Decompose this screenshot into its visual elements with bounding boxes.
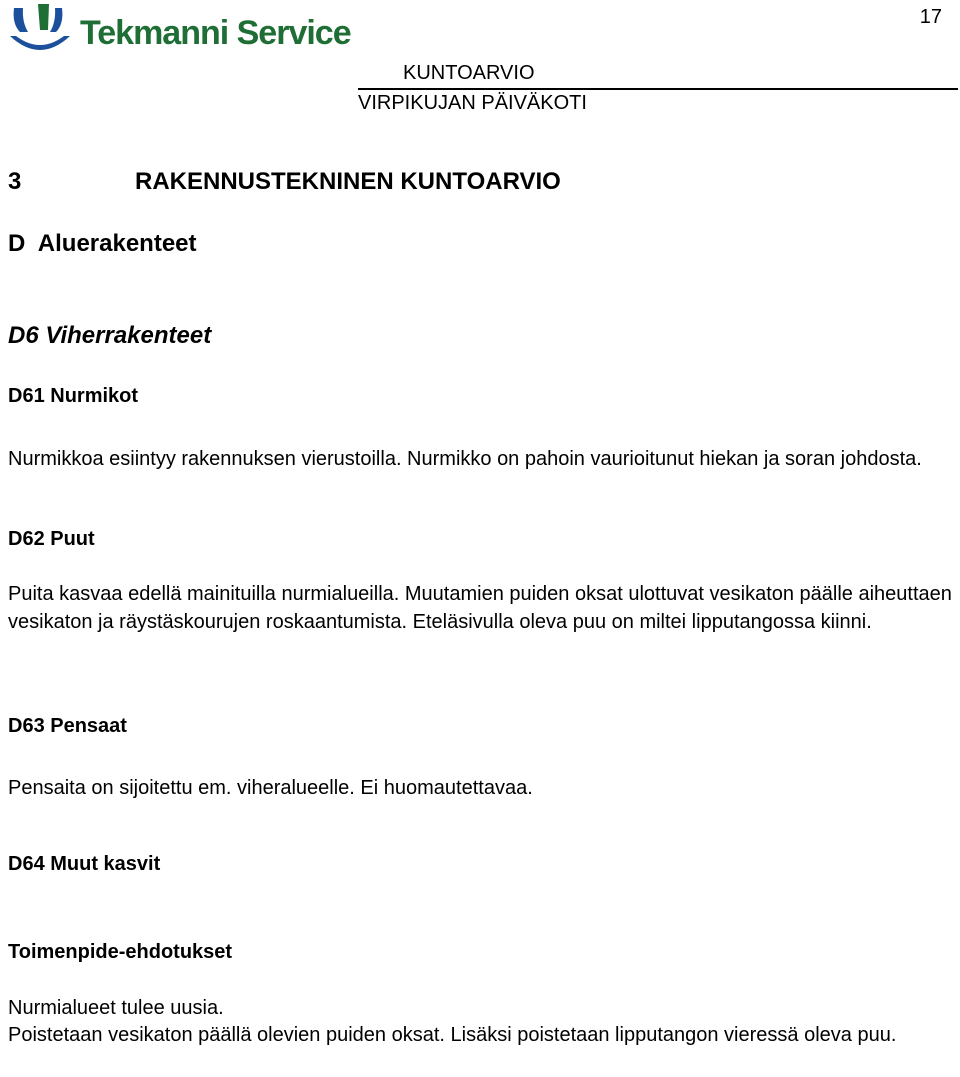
subsection-heading: D Aluerakenteet	[8, 230, 197, 257]
item-heading-d64: D64 Muut kasvit	[8, 853, 161, 875]
item-text-d62: Puita kasvaa edellä mainituilla nurmialueilla. Muutamien puiden oksat ulottuvat vesikaton päälle aiheuttaen vesikaton ja räystäskourujen roskaantumista. Eteläsivulla oleva puu on miltei lipputangossa kiinni.	[8, 583, 952, 633]
header-subtitle: VIRPIKUJAN PÄIVÄKOTI	[358, 92, 587, 114]
logo-text: Tekmanni Service	[80, 14, 351, 52]
section-number: 3	[8, 168, 22, 195]
page-number: 17	[919, 6, 942, 28]
item-heading-d63: D63 Pensaat	[8, 715, 127, 737]
logo-figure-icon	[6, 2, 76, 62]
item-heading-d61: D61 Nurmikot	[8, 385, 139, 407]
section-title: RAKENNUSTEKNINEN KUNTOARVIO	[135, 168, 561, 195]
action-item: Nurmialueet tulee uusia.	[8, 997, 224, 1019]
item-text-d63: Pensaita on sijoitettu em. viheralueelle. Ei huomautettavaa.	[8, 777, 533, 799]
header-divider	[358, 88, 958, 90]
action-item: Poistetaan vesikaton päällä olevien puiden oksat. Lisäksi poistetaan lipputangon vieressä oleva puu.	[8, 1024, 897, 1046]
company-logo	[6, 2, 362, 62]
header-title: KUNTOARVIO	[403, 62, 535, 84]
actions-heading: Toimenpide-ehdotukset	[8, 941, 233, 963]
item-heading-d62: D62 Puut	[8, 528, 95, 550]
item-text-d61: Nurmikkoa esiintyy rakennuksen vierustoilla. Nurmikko on pahoin vaurioitunut hiekan ja soran johdosta.	[8, 448, 922, 470]
category-heading: D6 Viherrakenteet	[8, 322, 212, 349]
